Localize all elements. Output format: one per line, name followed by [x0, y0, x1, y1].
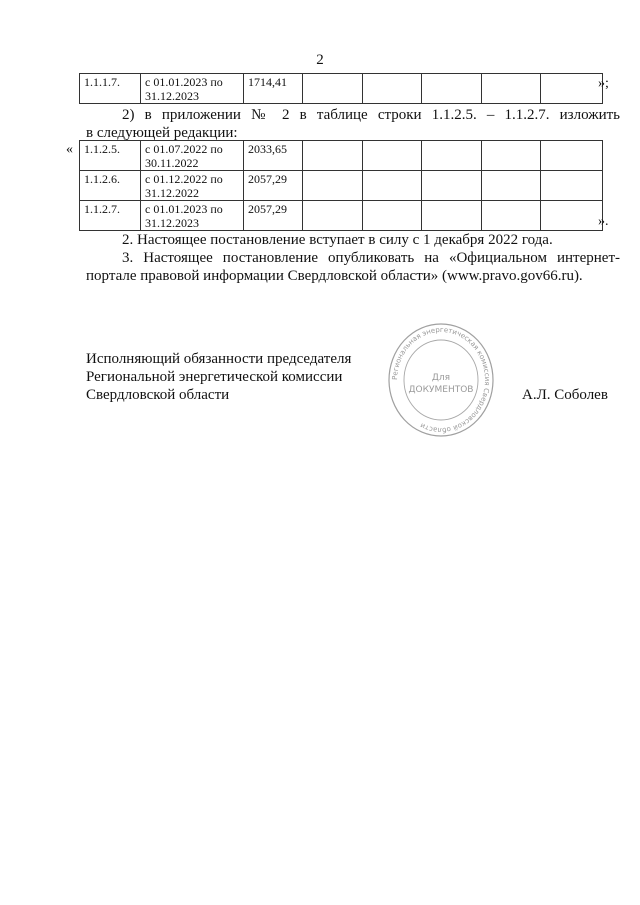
table-row: [80, 201, 603, 231]
table-row: [80, 74, 603, 104]
row-period: [141, 171, 244, 201]
table-row: [80, 141, 603, 171]
signatory-name: А.Л. Соболев: [522, 387, 608, 403]
empty-cell: [422, 74, 482, 104]
signatory-title-line2: Региональной энергетической комиссии: [86, 369, 343, 385]
row-code: 1.1.2.5.: [80, 141, 141, 171]
row-period: [141, 141, 244, 171]
empty-cell: [482, 141, 541, 171]
paragraph-item-publish-line2: портале правовой информации Свердловской области» (www.pravo.gov66.ru).: [86, 268, 583, 284]
row-value: 2057,29: [244, 171, 303, 201]
paragraph-item-publish-line1: 3. Настоящее постановление опубликовать на «Официальном интернет-: [122, 250, 620, 266]
stamp-center-line2: ДОКУМЕНТОВ: [408, 385, 474, 395]
empty-cell: [482, 74, 541, 104]
empty-cell: [363, 74, 422, 104]
period-start: с 01.01.2023 по: [145, 202, 223, 216]
empty-cell: [422, 171, 482, 201]
row-value: 2033,65: [244, 141, 303, 171]
empty-cell: [541, 141, 603, 171]
empty-cell: [363, 141, 422, 171]
open-quote: «: [66, 142, 73, 157]
empty-cell: [303, 74, 363, 104]
official-stamp: [386, 320, 496, 440]
signatory-title-line3: Свердловской области: [86, 387, 230, 403]
empty-cell: [482, 171, 541, 201]
period-start: с 01.07.2022 по: [145, 142, 223, 156]
period-start: с 01.01.2023 по: [145, 75, 223, 89]
paragraph-item-2-line1: 2) в приложении № 2 в таблице строки 1.1.2.5. – 1.1.2.7. изложить: [122, 107, 620, 123]
empty-cell: [303, 141, 363, 171]
empty-cell: [303, 201, 363, 231]
paragraph-item-2-line2: в следующей редакции:: [86, 125, 238, 141]
row-period: [141, 74, 244, 104]
row-value: 1714,41: [244, 74, 303, 104]
stamp-center-line1: Для: [431, 373, 451, 383]
period-end: 31.12.2023: [145, 89, 199, 103]
empty-cell: [541, 171, 603, 201]
empty-cell: [541, 74, 603, 104]
close-quote: ».: [598, 214, 609, 229]
row-period: [141, 201, 244, 231]
empty-cell: [303, 171, 363, 201]
table-row: [80, 171, 603, 201]
table-first: [79, 73, 603, 104]
period-end: 31.12.2022: [145, 186, 199, 200]
empty-cell: [541, 201, 603, 231]
row-code: 1.1.2.6.: [80, 171, 141, 201]
period-start: с 01.12.2022 по: [145, 172, 223, 186]
paragraph-item-effect: 2. Настоящее постановление вступает в силу с 1 декабря 2022 года.: [122, 232, 553, 248]
table-second: [79, 140, 603, 231]
empty-cell: [422, 201, 482, 231]
close-quote: »;: [598, 76, 609, 91]
stamp-seal-icon: [386, 320, 496, 440]
row-code: 1.1.1.7.: [80, 74, 141, 104]
row-value: 2057,29: [244, 201, 303, 231]
empty-cell: [422, 141, 482, 171]
signatory-title-line1: Исполняющий обязанности председателя: [86, 351, 352, 367]
empty-cell: [363, 171, 422, 201]
page-number: 2: [316, 52, 324, 68]
empty-cell: [363, 201, 422, 231]
row-code: 1.1.2.7.: [80, 201, 141, 231]
period-end: 31.12.2023: [145, 216, 199, 230]
empty-cell: [482, 201, 541, 231]
signatory-title: [86, 350, 351, 404]
period-end: 30.11.2022: [145, 156, 199, 170]
stamp-ring-text: Региональная энергетическая комиссия Свердловской области: [390, 325, 492, 435]
